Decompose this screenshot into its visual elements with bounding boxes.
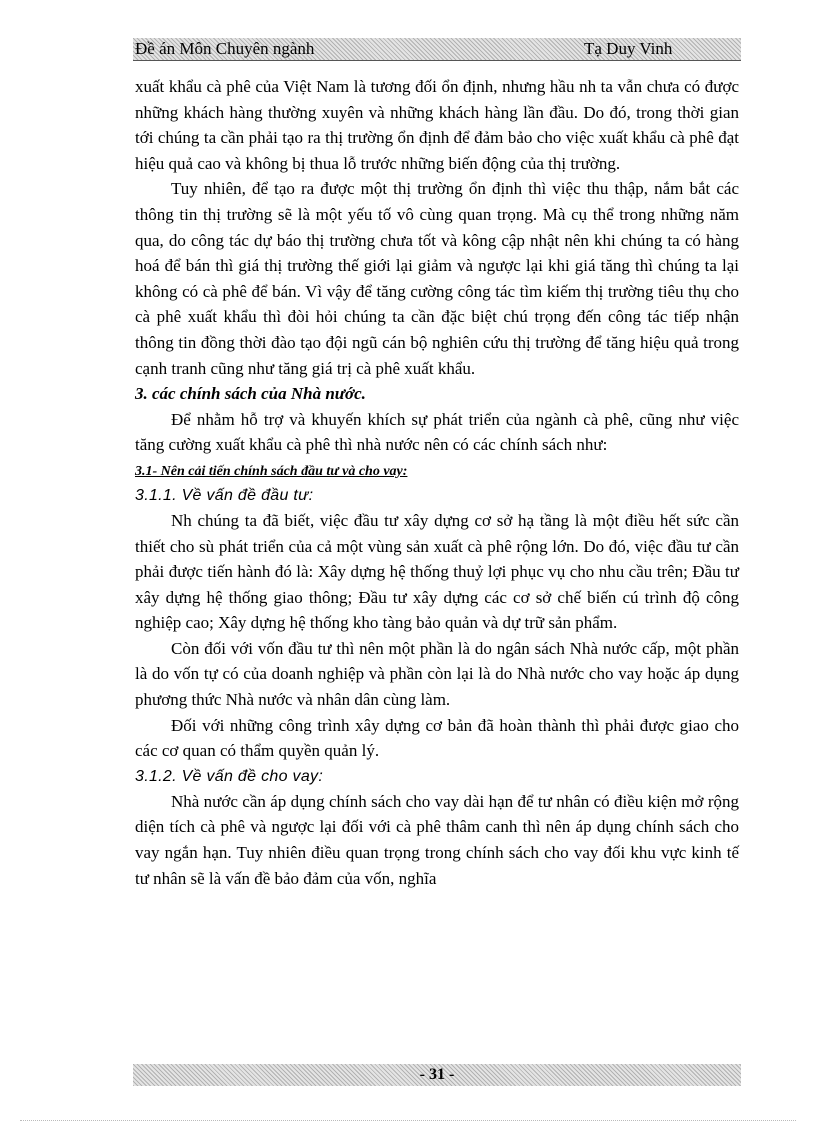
page-bottom-divider [20,1120,796,1121]
document-body [135,74,739,891]
page-number: - 31 - [419,1066,455,1083]
paragraph-completed-works: Đối với những công trình xây dựng cơ bản đã hoàn thành thì phải được giao cho các cơ quan có thẩm quyền quản lý. [135,715,739,761]
paragraph-policies-intro: Để nhằm hỗ trợ và khuyến khích sự phát triển của ngành cà phê, cũng như việc tăng cường xuất khẩu cà phê thì nhà nước nên có các chính sách như: [135,409,739,455]
paragraph-market-info: Tuy nhiên, để tạo ra được một thị trường ổn định thì việc thu thập, nắm bắt các thông tin thị trường sẽ là một yếu tố vô cùng quan trọng. Mà cụ thể trong những năm qua, do công tác dự báo thị trường chưa tốt và kông cập nhật nên khi chúng ta có hàng hoá để bán thì giá thị trường thế giới lại giảm và ngược lại khi giá tăng thì chúng ta lại không có cà phê để bán. Vì vậy để tăng cường công tác tìm kiếm thị trường tiêu thụ cho cà phê xuất khẩu thì đòi hỏi chúng ta cần đặc biệt chú trọng đến công tác tiếp nhận thông tin đồng thời đào tạo đội ngũ cán bộ nghiên cứu thị trường để tăng hiệu quả trong cạnh tranh cũng như tăng giá trị cà phê xuất khẩu. [135,179,739,378]
page-footer [133,1064,741,1086]
page-header [133,38,741,61]
paragraph-infrastructure: Nh chúng ta đã biết, việc đầu tư xây dựng cơ sở hạ tầng là một điều hết sức cần thiết cho sù phát triển của cả một vùng sản xuất cà phê rộng lớn. Do đó, việc đầu tư cần phải được tiến hành đó là: Xây dựng hệ thống thuỷ lợi phục vụ cho nhu cầu trên; Đầu tư xây dựng hệ thống giao thông; Đầu tư xây dựng các cơ sở chế biến cú trình độ công nghiệp cao; Xây dựng hệ thống kho tàng bảo quản và dự trữ sản phẩm. [135,510,739,633]
section-heading-policies: 3. các chính sách của Nhà nước. [135,384,366,404]
paragraph-loan-policy: Nhà nước cần áp dụng chính sách cho vay dài hạn để tư nhân có điều kiện mở rộng diện tích cà phê và ngược lại đối với cà phê thâm canh thì nên áp dụng chính sách cho vay ngắn hạn. Tuy nhiên điều quan trọng trong chính sách cho vay đối khu vực kinh tế tư nhân sẽ là vấn đề bảo đảm của vốn, nghĩa [135,791,739,888]
subsection-heading-investment-loans: 3.1- Nên cải tiến chính sách đầu tư và cho vay: [135,463,408,479]
paragraph-capital: Còn đối với vốn đầu tư thì nên một phần là do ngân sách Nhà nước cấp, một phần là do vốn tự có của doanh nghiệp và phần còn lại là do Nhà nước cho vay hoặc áp dụng phương thức Nhà nước và nhân dân cùng làm. [135,638,739,710]
subsubsection-heading-investment: 3.1.1. Về vấn đề đầu tư: [135,486,314,504]
paragraph-intro: xuất khẩu cà phê của Việt Nam là tương đối ổn định, nhưng hầu nh ta vẫn chưa có được những khách hàng thường xuyên và những khách hàng lần đầu. Do đó, trong thời gian tới chúng ta cần phải tạo ra thị trường ổn định để đảm bảo cho việc xuất khẩu cà phê đạt hiệu quả cao và không bị thua lỗ trước những biến động của thị trường. [135,77,739,173]
header-title: Đề án Môn Chuyên ngành [135,39,315,58]
header-author: Tạ Duy Vinh [584,39,673,58]
subsubsection-heading-loans: 3.1.2. Về vấn đề cho vay: [135,767,324,785]
